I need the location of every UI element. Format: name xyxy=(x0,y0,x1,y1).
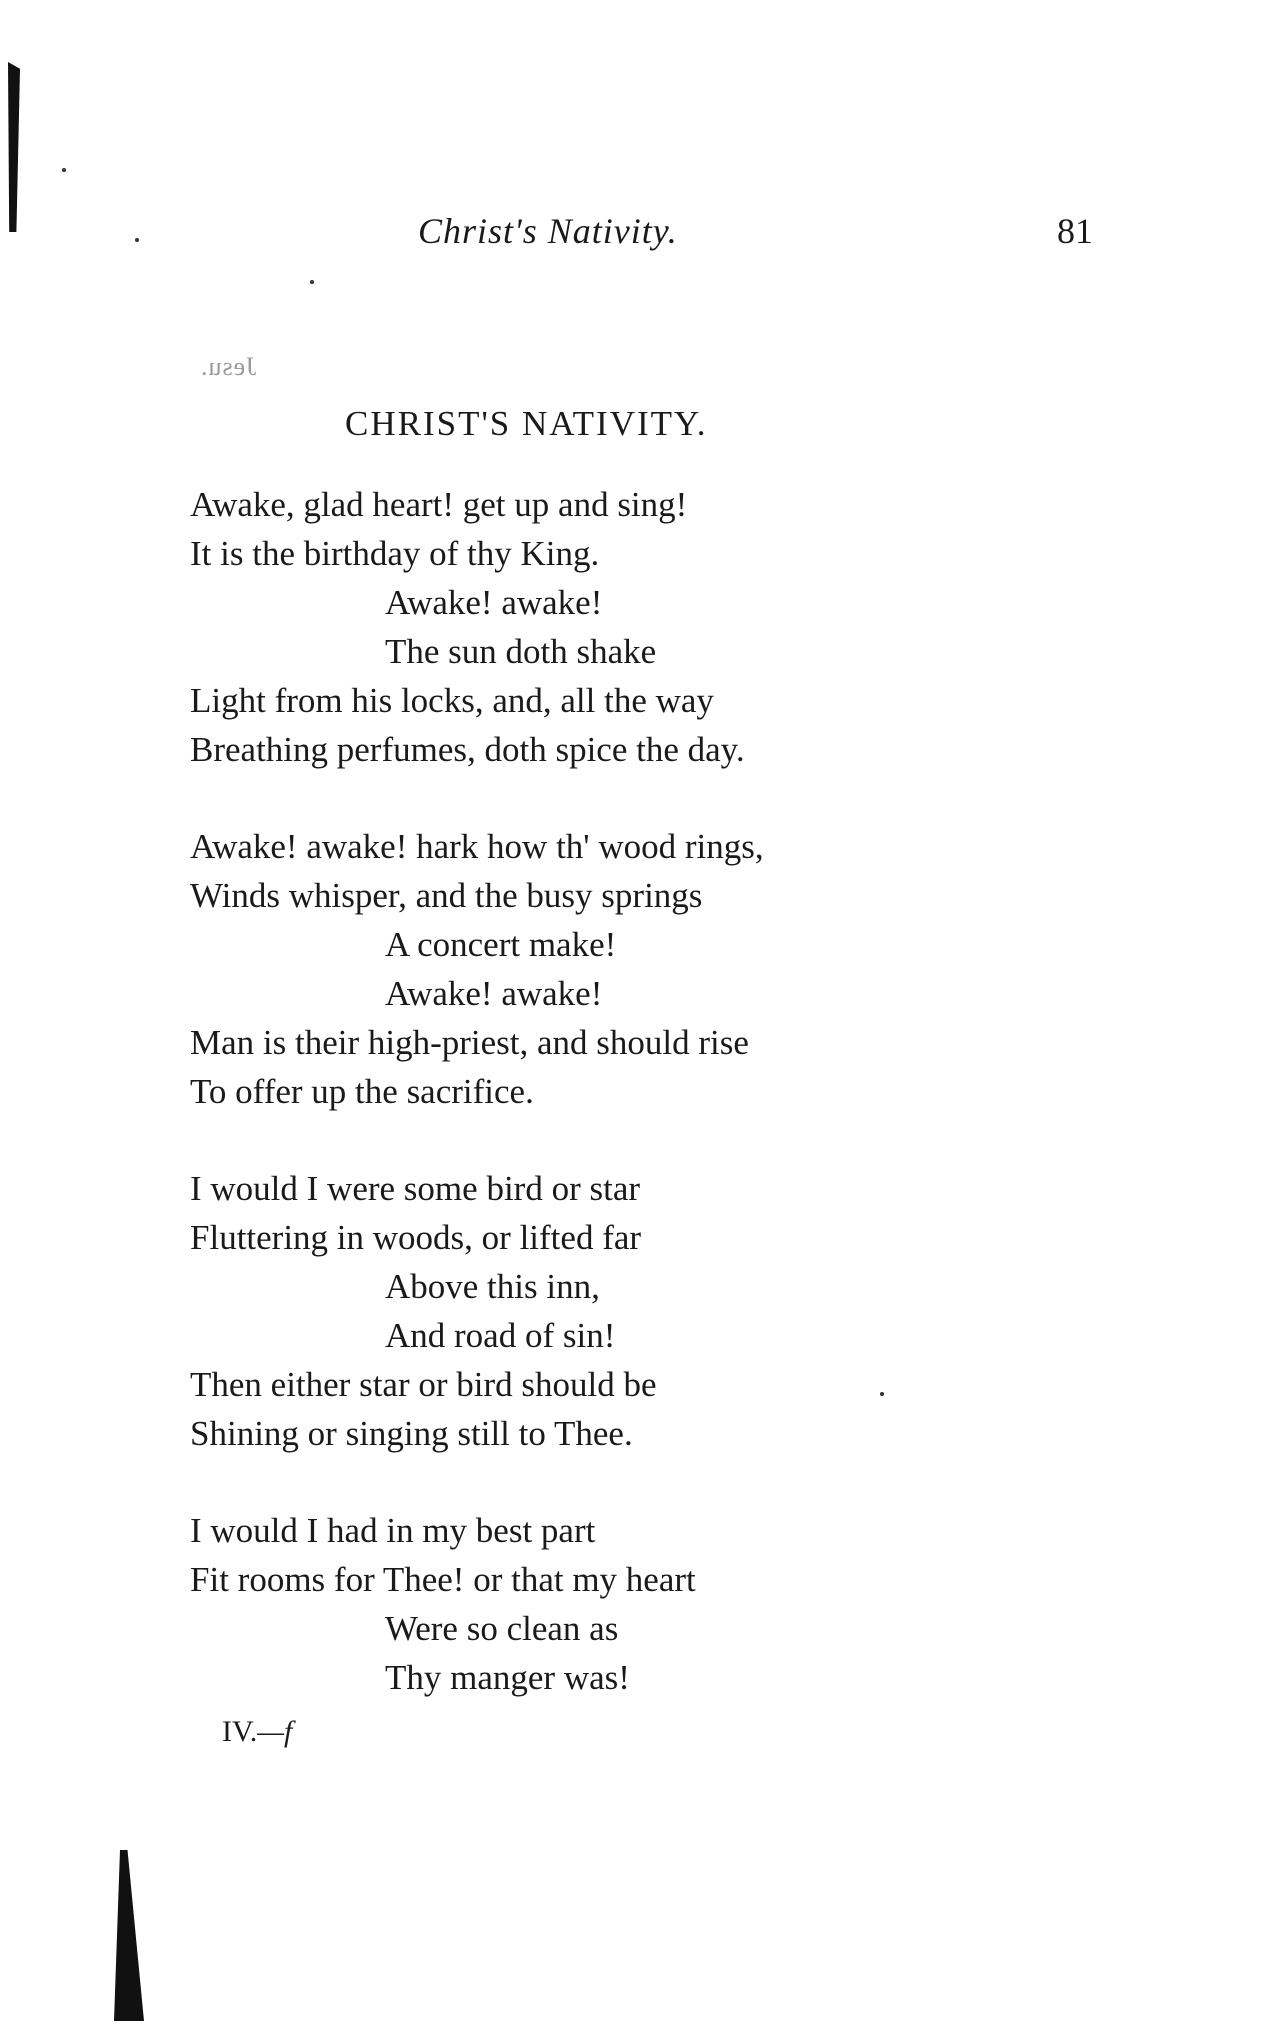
poem-line: I would I were some bird or star xyxy=(190,1169,641,1208)
poem-line: Awake! awake! hark how th' wood rings, xyxy=(190,827,764,866)
poem-line: Light from his locks, and, all the way xyxy=(190,681,714,720)
poem-title: CHRIST'S NATIVITY. xyxy=(345,404,708,443)
poem-line-indented: Thy manger was! xyxy=(385,1658,630,1697)
poem-line: Winds whisper, and the busy springs xyxy=(190,876,703,915)
signature-part: IV. xyxy=(222,1715,258,1748)
ink-speck xyxy=(62,168,66,172)
signature-mark xyxy=(222,1715,292,1749)
poem-line: Man is their high-priest, and should rise xyxy=(190,1023,749,1062)
signature-letter: —f xyxy=(257,1715,293,1748)
stanza xyxy=(190,1164,1190,1458)
poem-line-indented: Were so clean as xyxy=(385,1609,619,1648)
poem-body xyxy=(190,480,1190,1750)
poem-line: Awake, glad heart! get up and sing! xyxy=(190,485,688,524)
poem-line: I would I had in my best part xyxy=(190,1511,596,1550)
poem-line-indented: Awake! awake! xyxy=(385,583,603,622)
poem-line: To offer up the sacrifice. xyxy=(190,1072,534,1111)
poem-line-indented: And road of sin! xyxy=(385,1316,616,1355)
ink-speck xyxy=(310,280,314,284)
poem-line-indented: Awake! awake! xyxy=(385,974,603,1013)
poem-line: Fit rooms for Thee! or that my heart xyxy=(190,1560,696,1599)
page-edge-shadow-top xyxy=(8,62,20,232)
poem-line-indented: A concert make! xyxy=(385,925,617,964)
page-edge-shadow-bottom xyxy=(114,1850,144,2021)
poem-line: Then either star or bird should be xyxy=(190,1365,657,1404)
poem-line: Shining or singing still to Thee. xyxy=(190,1414,633,1453)
stanza xyxy=(190,480,1190,774)
poem-line: It is the birthday of thy King. xyxy=(190,534,600,573)
stanza xyxy=(190,1506,1190,1702)
stanza xyxy=(190,822,1190,1116)
poem-line: Breathing perfumes, doth spice the day. xyxy=(190,730,745,769)
running-title: Christ's Nativity. xyxy=(418,211,678,251)
poem-line-indented: Above this inn, xyxy=(385,1267,600,1306)
poem-line: Fluttering in woods, or lifted far xyxy=(190,1218,642,1257)
page-number: 81 xyxy=(1057,211,1093,251)
running-head xyxy=(0,210,1288,260)
bleed-through-text: Jesu. xyxy=(200,352,257,381)
poem-line-indented: The sun doth shake xyxy=(385,632,657,671)
